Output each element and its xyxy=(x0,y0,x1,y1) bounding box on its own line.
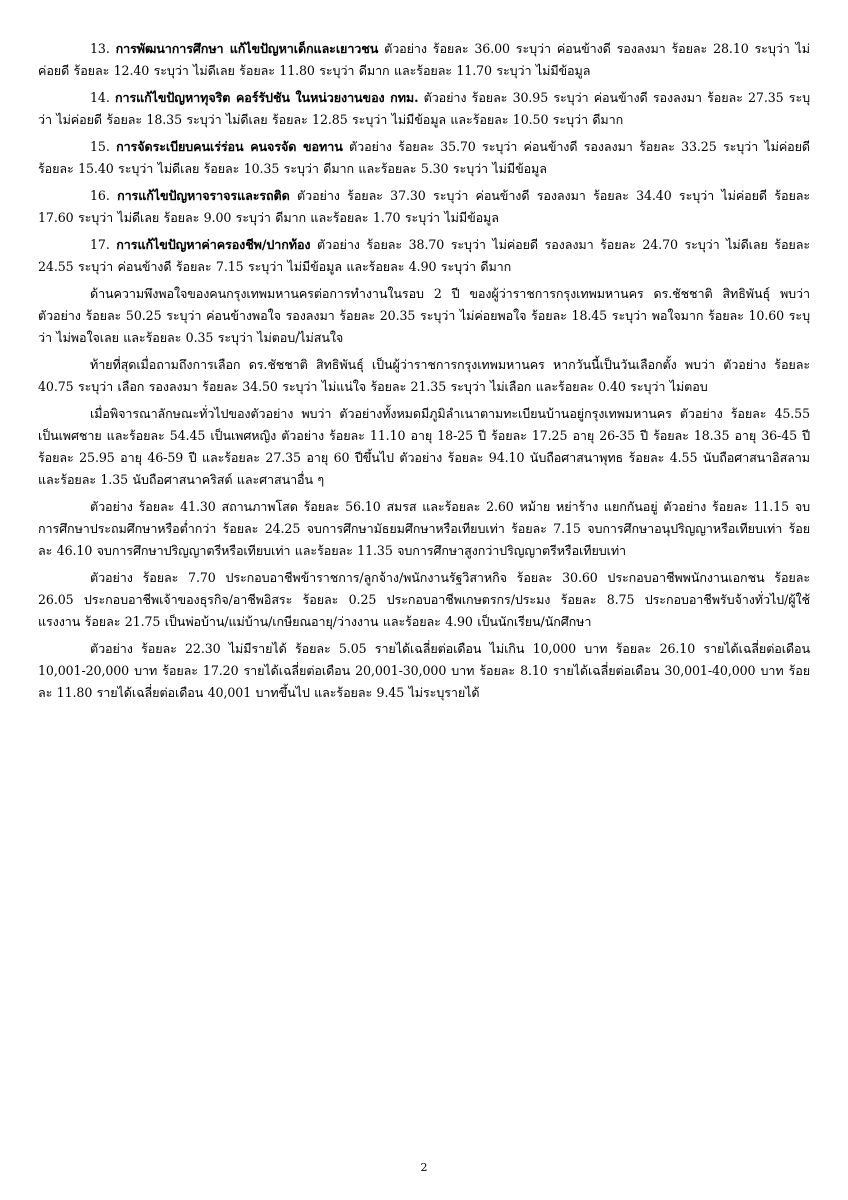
item-number: 16. xyxy=(90,188,110,203)
item-text: ตัวอย่าง ร้อยละ 38.70 ระบุว่า ไม่ค่อยดี รองลงมา ร้อยละ 24.70 ระบุว่า ไม่ดีเลย ร้อยละ 24.55 ระบุว่า ค่อนข้างดี ร้อยละ 7.15 ระบุว่า ไม่มีข้อมูล และร้อยละ 4.90 ระบุว่า ดีมาก xyxy=(38,237,810,274)
item-number: 13. xyxy=(90,41,110,56)
demographics-paragraph: เมื่อพิจารณาลักษณะทั่วไปของตัวอย่าง พบว่า ตัวอย่างทั้งหมดมีภูมิลำเนาตามทะเบียนบ้านอยู่กรุงเทพมหานคร ตัวอย่าง ร้อยละ 45.55 เป็นเพศชาย และร้อยละ 54.45 เป็นเพศหญิง ตัวอย่าง ร้อยละ 11.10 อายุ 18-25 ปี ร้อยละ 17.25 อายุ 26-35 ปี ร้อยละ 18.35 อายุ 36-45 ปี ร้อยละ 25.95 อายุ 46-59 ปี และร้อยละ 27.35 อายุ 60 ปีขึ้นไป ตัวอย่าง ร้อยละ 94.10 นับถือศาสนาพุทธ ร้อยละ 4.55 นับถือศาสนาอิสลาม และร้อยละ 1.35 นับถือศาสนาคริสต์ และศาสนาอื่น ๆ xyxy=(38,406,810,487)
income-paragraph: ตัวอย่าง ร้อยละ 22.30 ไม่มีรายได้ ร้อยละ 5.05 รายได้เฉลี่ยต่อเดือน ไม่เกิน 10,000 บาท ร้อยละ 26.10 รายได้เฉลี่ยต่อเดือน 10,001-20,000 บาท ร้อยละ 17.20 รายได้เฉลี่ยต่อเดือน 20,001-30,000 บาท ร้อยละ 8.10 รายได้เฉลี่ยต่อเดือน 30,001-40,000 บาท ร้อยละ 11.80 รายได้เฉลี่ยต่อเดือน 40,001 บาทขึ้นไป และร้อยละ 9.45 ไม่ระบุรายได้ xyxy=(38,641,810,700)
item-number: 15. xyxy=(90,139,110,154)
satisfaction-paragraph: ด้านความพึงพอใจของคนกรุงเทพมหานครต่อการทำงานในรอบ 2 ปี ของผู้ว่าราชการกรุงเทพมหานคร ดร.ชัชชาติ สิทธิพันธุ์ พบว่า ตัวอย่าง ร้อยละ 50.25 ระบุว่า ค่อนข้างพอใจ รองลงมา ร้อยละ 20.35 ระบุว่า ไม่ค่อยพอใจ ร้อยละ 18.45 ระบุว่า พอใจมาก ร้อยละ 10.60 ระบุว่า ไม่พอใจเลย และร้อยละ 0.35 ระบุว่า ไม่ตอบ/ไม่สนใจ xyxy=(38,286,810,345)
item-text: ตัวอย่าง ร้อยละ 36.00 ระบุว่า ค่อนข้างดี รองลงมา ร้อยละ 28.10 ระบุว่า ไม่ค่อยดี ร้อยละ 12.40 ระบุว่า ไม่ดีเลย ร้อยละ 11.80 ระบุว่า ดีมาก และร้อยละ 11.70 ระบุว่า ไม่มีข้อมูล xyxy=(38,41,810,78)
status-education-paragraph: ตัวอย่าง ร้อยละ 41.30 สถานภาพโสด ร้อยละ 56.10 สมรส และร้อยละ 2.60 หม้าย หย่าร้าง แยกกันอยู่ ตัวอย่าง ร้อยละ 11.15 จบการศึกษาประถมศึกษาหรือต่ำกว่า ร้อยละ 24.25 จบการศึกษามัธยมศึกษาหรือเทียบเท่า ร้อยละ 7.15 จบการศึกษาอนุปริญญาหรือเทียบเท่า ร้อยละ 46.10 จบการศึกษาปริญญาตรีหรือเทียบเท่า และร้อยละ 11.35 จบการศึกษาสูงกว่าปริญญาตรีหรือเทียบเท่า xyxy=(38,499,810,558)
item-title: การพัฒนาการศึกษา แก้ไขปัญหาเด็กและเยาวชน xyxy=(115,41,379,56)
election-paragraph: ท้ายที่สุดเมื่อถามถึงการเลือก ดร.ชัชชาติ สิทธิพันธุ์ เป็นผู้ว่าราชการกรุงเทพมหานคร หากวันนี้เป็นวันเลือกตั้ง พบว่า ตัวอย่าง ร้อยละ 40.75 ระบุว่า เลือก รองลงมา ร้อยละ 34.50 ระบุว่า ไม่แน่ใจ ร้อยละ 21.35 ระบุว่า ไม่เลือก และร้อยละ 0.40 ระบุว่า ไม่ตอบ xyxy=(38,357,810,394)
item-15-paragraph xyxy=(38,136,810,180)
item-text: ตัวอย่าง ร้อยละ 35.70 ระบุว่า ค่อนข้างดี รองลงมา ร้อยละ 33.25 ระบุว่า ไม่ค่อยดี ร้อยละ 15.40 ระบุว่า ไม่ดีเลย ร้อยละ 10.35 ระบุว่า ดีมาก และร้อยละ 5.30 ระบุว่า ไม่มีข้อมูล xyxy=(38,139,811,176)
item-title: การจัดระเบียบคนเร่ร่อน คนจรจัด ขอทาน xyxy=(116,139,343,154)
item-14-paragraph xyxy=(38,87,810,131)
item-17-paragraph xyxy=(38,234,810,278)
page-number: 2 xyxy=(420,1161,428,1174)
item-title: การแก้ไขปัญหาค่าครองชีพ/ปากท้อง xyxy=(116,237,311,252)
document-body xyxy=(38,38,810,709)
occupation-paragraph: ตัวอย่าง ร้อยละ 7.70 ประกอบอาชีพข้าราชการ/ลูกจ้าง/พนักงานรัฐวิสาหกิจ ร้อยละ 30.60 ประกอบอาชีพพนักงานเอกชน ร้อยละ 26.05 ประกอบอาชีพเจ้าของธุรกิจ/อาชีพอิสระ ร้อยละ 0.25 ประกอบอาชีพเกษตรกร/ประมง ร้อยละ 8.75 ประกอบอาชีพรับจ้างทั่วไป/ผู้ใช้แรงงาน ร้อยละ 21.75 เป็นพ่อบ้าน/แม่บ้าน/เกษียณอายุ/ว่างงาน และร้อยละ 4.90 เป็นนักเรียน/นักศึกษา xyxy=(38,570,810,629)
item-number: 17. xyxy=(90,237,110,252)
item-number: 14. xyxy=(90,90,110,105)
item-13-paragraph xyxy=(38,38,810,82)
item-16-paragraph xyxy=(38,185,810,229)
item-text: ตัวอย่าง ร้อยละ 30.95 ระบุว่า ค่อนข้างดี รองลงมา ร้อยละ 27.35 ระบุว่า ไม่ค่อยดี ร้อยละ 18.35 ระบุว่า ไม่ดีเลย ร้อยละ 12.85 ระบุว่า ไม่มีข้อมูล และร้อยละ 10.50 ระบุว่า ดีมาก xyxy=(38,90,811,127)
item-title: การแก้ไขปัญหาทุจริต คอร์รัปชัน ในหน่วยงานของ กทม. xyxy=(114,90,419,105)
item-title: การแก้ไขปัญหาจราจรและรถติด xyxy=(117,188,290,203)
item-text: ตัวอย่าง ร้อยละ 37.30 ระบุว่า ค่อนข้างดี รองลงมา ร้อยละ 34.40 ระบุว่า ไม่ค่อยดี ร้อยละ 17.60 ระบุว่า ไม่ดีเลย ร้อยละ 9.00 ระบุว่า ดีมาก และร้อยละ 1.70 ระบุว่า ไม่มีข้อมูล xyxy=(38,188,811,225)
